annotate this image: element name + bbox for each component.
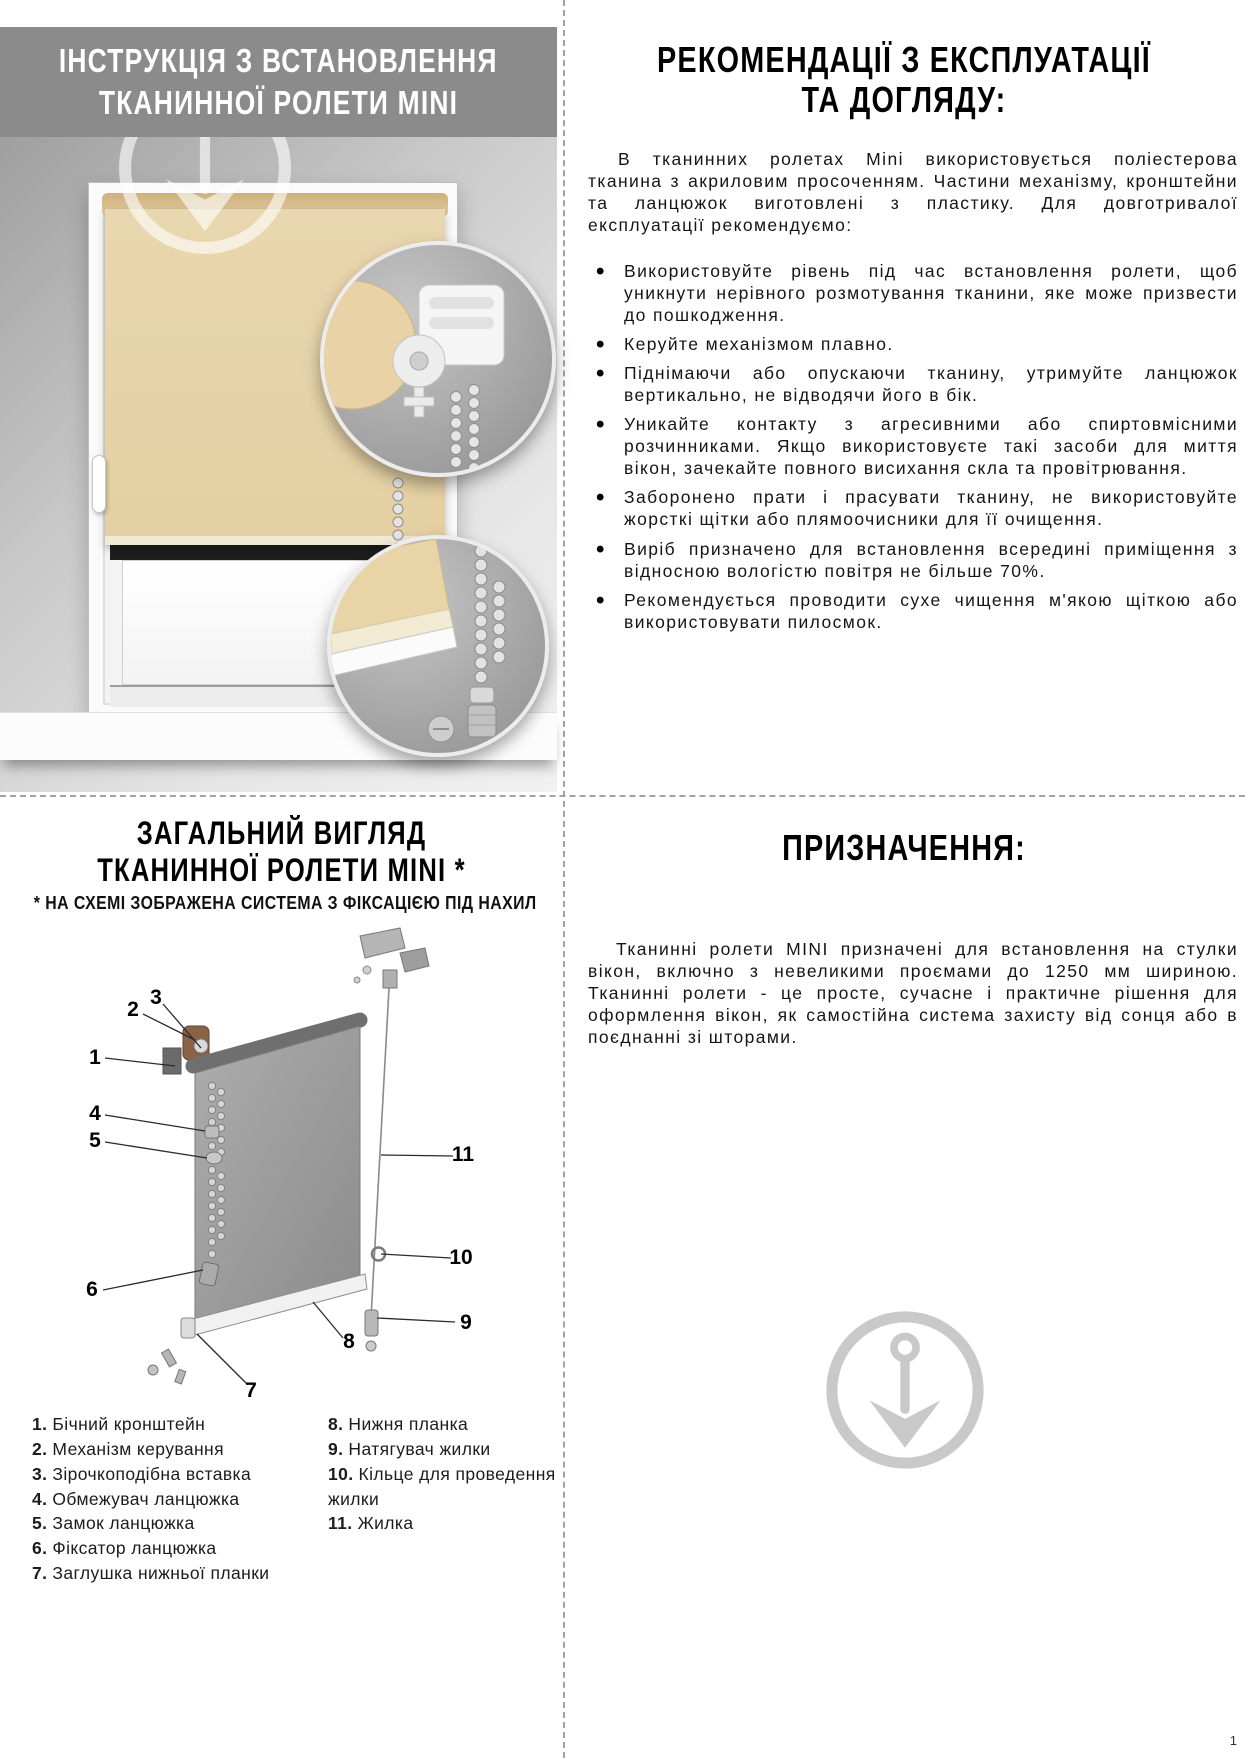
- install-title-line1: ІНСТРУКЦІЯ З ВСТАНОВЛЕННЯ: [59, 42, 498, 80]
- diagram-callout: 11: [451, 1143, 475, 1166]
- chain-closeup-inset: [327, 535, 549, 757]
- purpose-title-text: ПРИЗНАЧЕННЯ:: [782, 827, 1026, 868]
- legend-num: 3.: [32, 1463, 48, 1484]
- overview-title-line1: ЗАГАЛЬНИЙ ВИГЛЯД: [136, 815, 427, 851]
- legend-label: Зірочкоподібна вставка: [52, 1463, 252, 1484]
- care-section-title: [565, 40, 1243, 119]
- legend-item: [32, 1561, 322, 1586]
- legend-label: Обмежувач ланцюжка: [52, 1488, 240, 1509]
- legend-item: [32, 1536, 322, 1561]
- legend-label: Нижня планка: [348, 1414, 469, 1434]
- legend-label: Механізм керування: [52, 1438, 224, 1459]
- legend-item: [328, 1511, 560, 1536]
- legend-label: Замок ланцюжка: [52, 1513, 195, 1534]
- care-instruction-item: • Керуйте механізмом плавно.: [588, 333, 1238, 355]
- legend-num: 9.: [328, 1438, 344, 1459]
- parts-legend-right: [328, 1412, 560, 1536]
- legend-item: [32, 1412, 322, 1437]
- diagram-callout: 4: [89, 1102, 101, 1125]
- legend-num: 8.: [328, 1414, 344, 1434]
- legend-item: [328, 1462, 560, 1512]
- diagram-callout: 9: [460, 1311, 472, 1334]
- diagram-callout: 2: [127, 998, 139, 1021]
- legend-num: 5.: [32, 1513, 48, 1534]
- assembly-diagram: [15, 918, 560, 1403]
- legend-label: Заглушка нижньої планки: [52, 1563, 270, 1584]
- parts-legend-left: [32, 1412, 322, 1586]
- diagram-callout: 7: [245, 1379, 257, 1402]
- legend-label: Жилка: [357, 1513, 414, 1534]
- diagram-callout: 1: [89, 1046, 101, 1069]
- care-instruction-item: • Заборонено прати і прасувати тканину, не використовуйте жорсткі щітки або плямоочисники для її очищення.: [588, 486, 1238, 530]
- overview-section-title: [0, 815, 563, 889]
- legend-item: [32, 1511, 322, 1536]
- legend-item: [32, 1487, 322, 1512]
- page-footer-number: 1: [1229, 1733, 1237, 1748]
- horizontal-divider: [0, 795, 1245, 797]
- care-instruction-item: • Виріб призначено для встановлення всередині приміщення з відносною вологістю повітря не більше 70%.: [588, 538, 1238, 582]
- brand-watermark-icon: [820, 1305, 990, 1475]
- legend-num: 6.: [32, 1538, 48, 1559]
- care-instruction-item: • Уникайте контакту з агресивними або спиртовмісними розчинниками. Якщо використовуєте такі засоби для миття вікон, зачекайте повного висихання скла та провітрювання.: [588, 413, 1238, 479]
- legend-label: Фіксатор ланцюжка: [52, 1538, 217, 1559]
- care-title-line2: ТА ДОГЛЯДУ:: [801, 78, 1007, 120]
- legend-item: [32, 1462, 322, 1487]
- care-instruction-item: • Рекомендується проводити сухе чищення м'якою щіткою або використовувати пилосмок.: [588, 589, 1238, 633]
- install-title-line2: ТКАНИННОЇ РОЛЕТИ MINI: [98, 84, 459, 121]
- diagram-callout: 10: [449, 1246, 473, 1269]
- diagram-callout: 8: [343, 1330, 355, 1353]
- legend-num: 4.: [32, 1488, 48, 1509]
- care-title-line1: РЕКОМЕНДАЦІЇ З ЕКСПЛУАТАЦІЇ: [657, 39, 1151, 80]
- purpose-paragraph: Тканинні ролети MINI призначені для встановлення на стулки вікон, включно з невеликими проємами до 1250 мм шириною. Тканинні ролети - це просте, сучасне і практичне рішення для оформлення вікон, як самостійна система захисту від сонця або в поєднанні зі шторами.: [588, 939, 1238, 1048]
- diagram-callout: 3: [150, 986, 162, 1009]
- window-handle-icon: [92, 455, 106, 513]
- overview-title-line2: ТКАНИННОЇ РОЛЕТИ MINI *: [97, 851, 466, 888]
- diagram-callout: 6: [86, 1278, 98, 1301]
- legend-label: Кільце для проведення жилки: [328, 1463, 556, 1509]
- overview-subtitle: * НА СХЕМІ ЗОБРАЖЕНА СИСТЕМА З ФІКСАЦІЄЮ ПІД НАХИЛ: [33, 893, 537, 913]
- window-photo: [0, 137, 557, 792]
- legend-num: 11.: [328, 1513, 353, 1534]
- legend-num: 1.: [32, 1414, 48, 1434]
- care-instruction-item: • Піднімаючи або опускаючи тканину, утримуйте ланцюжок вертикально, не відводячи його в бік.: [588, 362, 1238, 406]
- legend-label: Бічний кронштейн: [52, 1414, 206, 1434]
- install-title-band: [0, 27, 557, 137]
- legend-item: [328, 1412, 560, 1437]
- care-instructions-list: [588, 260, 1238, 640]
- diagram-callout: 5: [89, 1129, 101, 1152]
- care-intro-paragraph: В тканинних ролетах Mini використовується поліестерова тканина з акриловим просоченням. Частини механізму, кронштейни та ланцюжок виготовлені з пластику. Для довготривалої експлуатації рекомендуємо:: [588, 149, 1238, 236]
- assembly-diagram-drawing: [15, 918, 560, 1403]
- mechanism-closeup-inset: [320, 241, 556, 477]
- legend-label: Натягувач жилки: [348, 1438, 491, 1459]
- legend-num: 7.: [32, 1563, 48, 1584]
- care-instruction-item: • Використовуйте рівень під час встановлення ролети, щоб уникнути нерівного розмотування тканини, яке може призвести до пошкодження.: [588, 260, 1238, 326]
- legend-item: [32, 1437, 322, 1462]
- legend-item: [328, 1437, 560, 1462]
- legend-num: 10.: [328, 1463, 354, 1484]
- vertical-divider: [563, 0, 565, 1758]
- legend-num: 2.: [32, 1438, 48, 1459]
- purpose-section-title: [565, 828, 1243, 868]
